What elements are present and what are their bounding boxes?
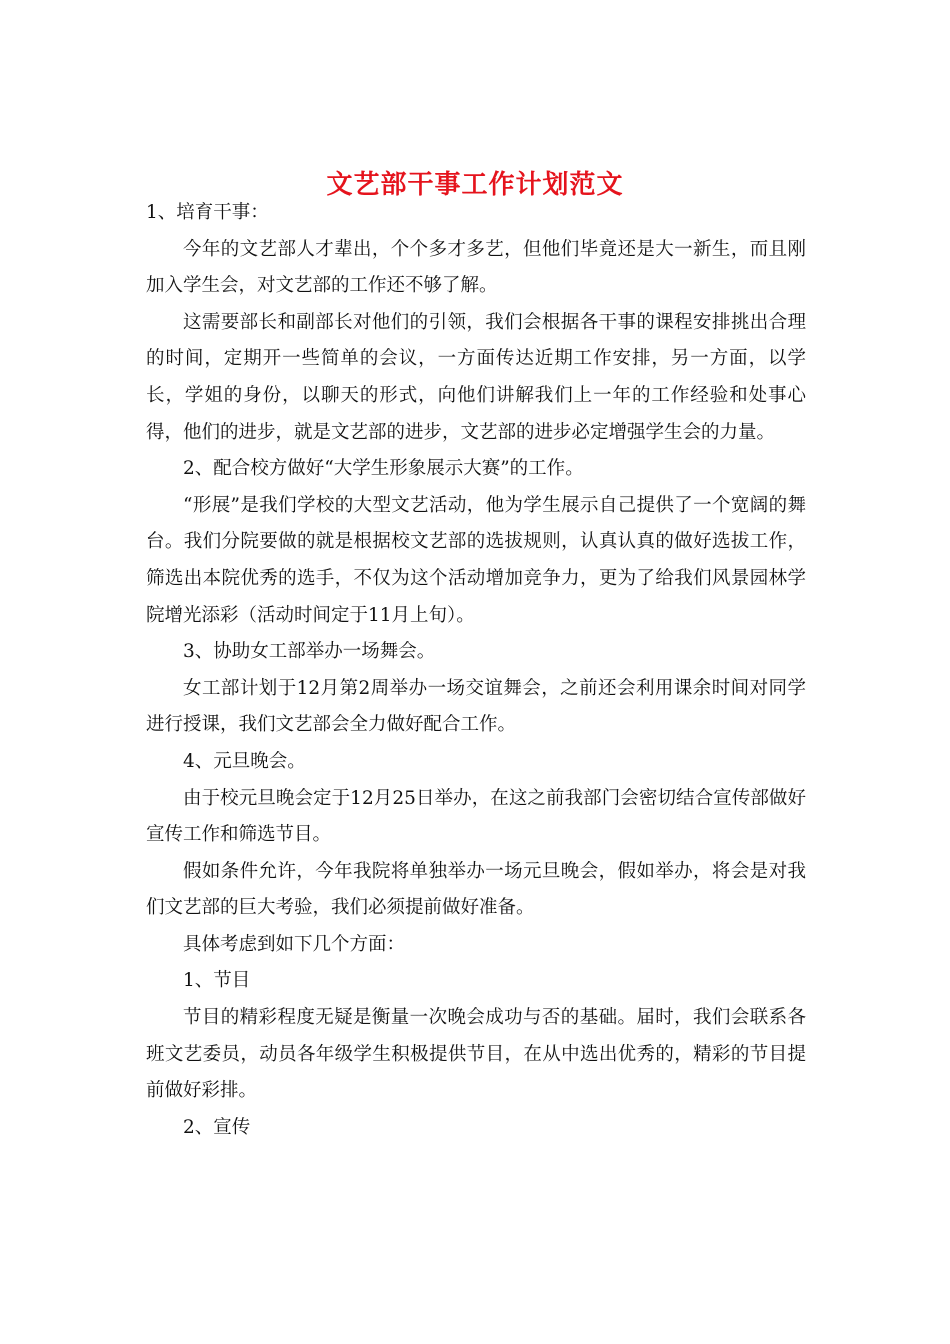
body-paragraph: 具体考虑到如下几个方面： xyxy=(183,933,406,955)
document-body xyxy=(146,195,806,1146)
body-paragraph: 今年的文艺部人才辈出，个个多才多艺，但他们毕竟还是大一新生，而且刚加入学生会，对文艺部的工作还不够了解。 xyxy=(146,238,806,297)
body-paragraph: 节目的精彩程度无疑是衡量一次晚会成功与否的基础。届时，我们会联系各班文艺委员，动员各年级学生积极提供节目，在从中选出优秀的，精彩的节目提前做好彩排。 xyxy=(146,1007,806,1102)
body-paragraph: 3、协助女工部举办一场舞会。 xyxy=(183,641,436,663)
body-paragraph: 4、元旦晚会。 xyxy=(183,750,306,772)
body-paragraph: 1、节目 xyxy=(183,970,251,992)
body-paragraph: 假如条件允许，今年我院将单独举办一场元旦晚会，假如举办，将会是对我们文艺部的巨大考验，我们必须提前做好准备。 xyxy=(146,860,806,919)
body-paragraph: 1、培育干事： xyxy=(146,202,269,223)
body-paragraph: “形展”是我们学校的大型文艺活动，他为学生展示自己提供了一个宽阔的舞台。我们分院要做的就是根据校文艺部的选拔规则，认真认真的做好选拔工作，筛选出本院优秀的选手，不仅为这个活动增加竞争力，更为了给我们风景园林学院增光添彩（活动时间定于11月上旬）。 xyxy=(146,494,806,626)
document-title: 文艺部干事工作计划范文 xyxy=(326,170,624,201)
body-paragraph: 由于校元旦晚会定于12月25日举办，在这之前我部门会密切结合宣传部做好宣传工作和筛选节目。 xyxy=(146,787,806,846)
body-paragraph: 女工部计划于12月第2周举办一场交谊舞会，之前还会利用课余时间对同学进行授课，我们文艺部会全力做好配合工作。 xyxy=(146,677,806,736)
body-paragraph: 2、配合校方做好“大学生形象展示大赛”的工作。 xyxy=(183,458,584,480)
body-paragraph: 2、宣传 xyxy=(183,1116,251,1138)
body-paragraph: 这需要部长和副部长对他们的引领，我们会根据各干事的课程安排挑出合理的时间，定期开一些简单的会议，一方面传达近期工作安排，另一方面，以学长，学姐的身份，以聊天的形式，向他们讲解我们上一年的工作经验和处事心得，他们的进步，就是文艺部的进步，文艺部的进步必定增强学生会的力量。 xyxy=(146,311,806,443)
